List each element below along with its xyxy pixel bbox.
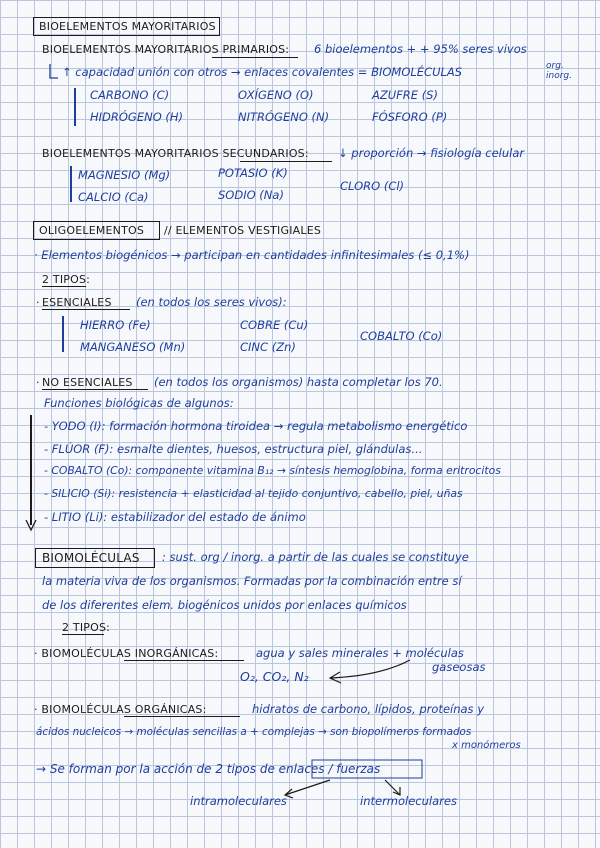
- element-oxigeno: OXÍGENO (O): [238, 88, 314, 102]
- intermoleculares-label: intermoleculares: [360, 794, 457, 808]
- funcion-cobalto: - COBALTO (Co): componente vitamina B₁₂ → síntesis hemoglobina, forma eritrocitos: [44, 464, 501, 477]
- funciones-down-arrow-head: [26, 520, 36, 530]
- no-esenciales-note: (en todos los organismos) hasta completar los 70.: [154, 375, 443, 389]
- primarios-label: BIOELEMENTOS MAYORITARIOS PRIMARIOS:: [42, 43, 290, 56]
- funcion-yodo: - YODO (I): formación hormona tiroidea → regula metabolismo energético: [44, 419, 468, 433]
- biomoleculas-line1: : sust. org / inorg. a partir de las cuales se constituye: [162, 550, 469, 564]
- capacity-superscript: org. inorg.: [546, 61, 572, 81]
- monomeros-label: x monómeros: [452, 740, 521, 751]
- no-esenciales-bullet: ·: [36, 376, 40, 389]
- forman-line: → Se forman por la acción de 2 tipos de enlaces / fuerzas: [36, 762, 381, 776]
- element-potasio: POTASIO (K): [218, 166, 288, 180]
- intra-arrow: [285, 780, 330, 798]
- element-hidrogeno: HIDRÓGENO (H): [90, 110, 184, 124]
- funcion-fluor: - FLÚOR (F): esmalte dientes, huesos, estructura piel, glándulas...: [44, 442, 423, 456]
- element-azufre: AZUFRE (S): [372, 88, 438, 102]
- intramoleculares-label: intramoleculares: [190, 794, 287, 808]
- element-nitrogeno: NITRÓGENO (N): [238, 110, 330, 124]
- element-cloro: CLORO (Cl): [340, 179, 405, 193]
- capacity-text: ↑ capacidad unión con otros → enlaces covalentes = BIOMOLÉCULAS: [62, 65, 463, 79]
- gaseosas-label: gaseosas: [432, 660, 486, 674]
- section-2-title: OLIGOELEMENTOS: [39, 224, 145, 237]
- section-2-title-rest: // ELEMENTOS VESTIGIALES: [164, 224, 322, 237]
- inorg-note: agua y sales minerales + moléculas: [256, 646, 464, 660]
- element-cobalto: COBALTO (Co): [360, 329, 443, 343]
- element-sodio: SODIO (Na): [218, 188, 284, 202]
- biomoleculas-tipos: 2 TIPOS:: [62, 621, 111, 634]
- element-cinc: CINC (Zn): [240, 340, 296, 354]
- section-3-title: BIOMOLÉCULAS: [42, 551, 140, 565]
- biomoleculas-line3: de los diferentes elem. biogénicos unidos por enlaces químicos: [42, 598, 407, 612]
- esenciales-note: (en todos los seres vivos):: [136, 295, 287, 309]
- gases-list: O₂, CO₂, N₂: [240, 669, 309, 684]
- inorg-label: · BIOMOLÉCULAS INORGÁNICAS:: [34, 647, 219, 660]
- section-1-title: BIOELEMENTOS MAYORITARIOS: [39, 20, 216, 33]
- dos-tipos-box: [312, 760, 422, 778]
- secundarios-label: BIOELEMENTOS MAYORITARIOS SECUNDARIOS:: [42, 147, 309, 160]
- element-cobre: COBRE (Cu): [240, 318, 309, 332]
- primarios-hook-arrow: [50, 64, 58, 78]
- gases-arrow: [330, 660, 410, 683]
- no-esenciales-label: NO ESENCIALES: [42, 376, 133, 389]
- oligo-tipos: 2 TIPOS:: [42, 273, 91, 286]
- element-magnesio: MAGNESIO (Mg): [78, 168, 171, 182]
- org-line2: ácidos nucleicos → moléculas sencillas a + complejas → son biopolímeros formados: [36, 726, 472, 738]
- funcion-silicio: - SILICIO (Si): resistencia + elasticidad al tejido conjuntivo, cabello, piel, uñas: [44, 487, 463, 500]
- element-manganeso: MANGANESO (Mn): [80, 340, 186, 354]
- inter-arrow: [385, 780, 400, 795]
- funcion-litio: - LITIO (Li): estabilizador del estado de ánimo: [44, 510, 306, 524]
- element-hierro: HIERRO (Fe): [80, 318, 151, 332]
- oligo-line1: · Elementos biogénicos → participan en cantidades infinitesimales (≤ 0,1%): [34, 248, 470, 262]
- element-fosforo: FÓSFORO (P): [372, 110, 448, 124]
- esenciales-label: ESENCIALES: [42, 296, 112, 309]
- element-carbono: CARBONO (C): [90, 88, 170, 102]
- biomoleculas-line2: la materia viva de los organismos. Formadas por la combinación entre sí: [42, 574, 462, 588]
- primarios-note: 6 bioelementos + + 95% seres vivos: [314, 42, 527, 56]
- funciones-heading: Funciones biológicas de algunos:: [44, 396, 234, 410]
- org-note: hidratos de carbono, lípidos, proteínas y: [252, 702, 485, 716]
- org-label: · BIOMOLÉCULAS ORGÁNICAS:: [34, 703, 207, 716]
- secundarios-note: ↓ proporción → fisiología celular: [338, 146, 525, 160]
- element-calcio: CALCIO (Ca): [78, 190, 149, 204]
- esenciales-bullet: ·: [36, 296, 40, 309]
